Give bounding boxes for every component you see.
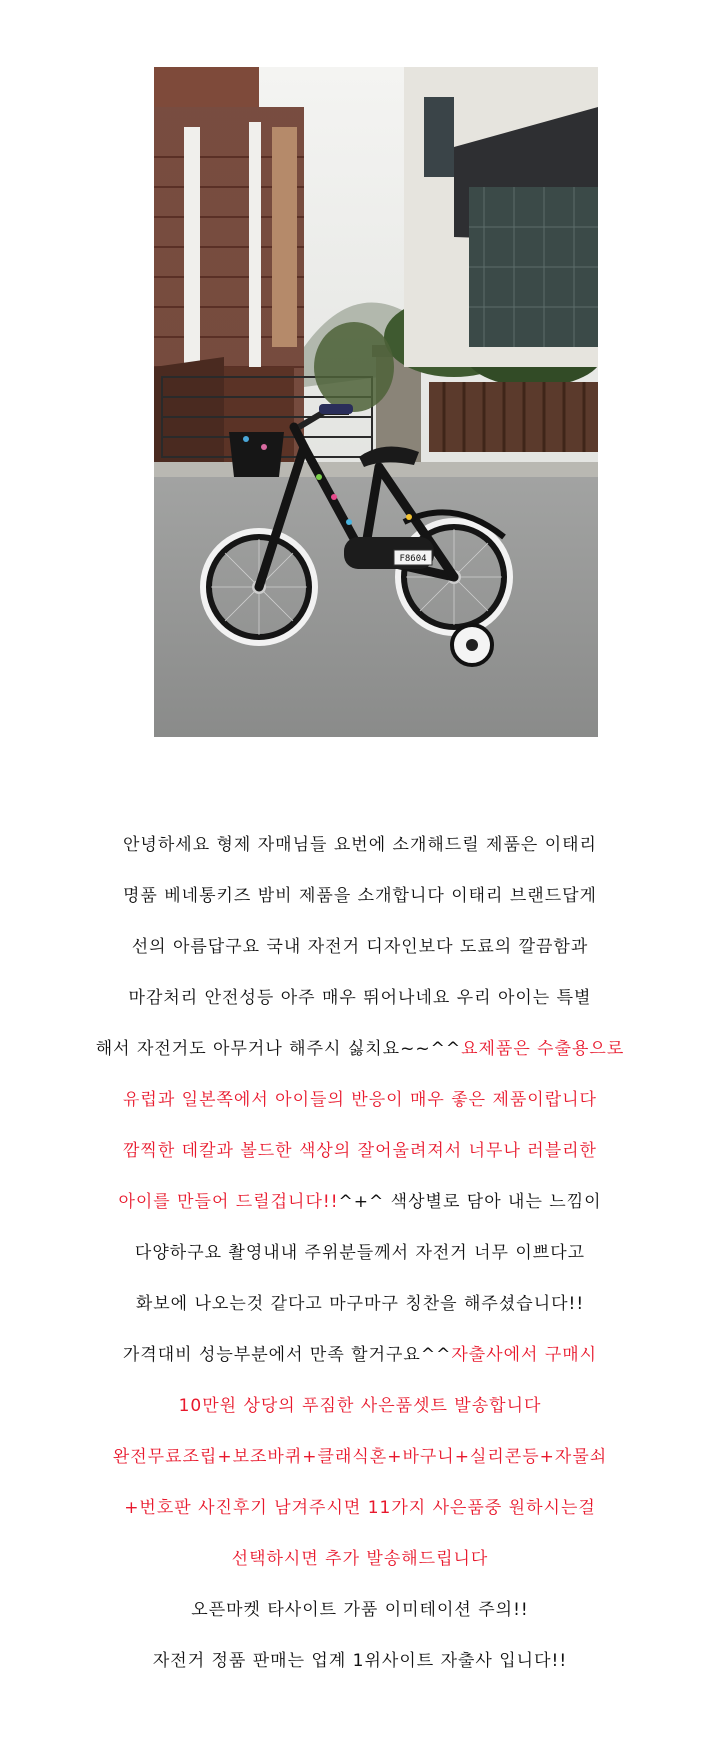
description-line: [0, 1228, 720, 1279]
body-text: 가격대비 성능부분에서 만족 할거구요^^: [122, 1345, 452, 1365]
description-line: [0, 1075, 720, 1126]
description-line: [0, 1279, 720, 1330]
body-text: 화보에 나오는것 같다고 마구마구 칭찬을 해주셨습니다!!: [135, 1294, 585, 1314]
description-line: [0, 871, 720, 922]
body-text: 명품 베네통키즈 밤비 제품을 소개합니다 이태리 브랜드답게: [123, 886, 597, 906]
description-line: [0, 973, 720, 1024]
highlight-text: 선택하시면 추가 발송해드립니다: [231, 1549, 489, 1569]
description-line: [0, 820, 720, 871]
highlight-text: 아이를 만들어 드릴겁니다!!: [118, 1192, 339, 1212]
description-line: [0, 1024, 720, 1075]
description-line: [0, 1585, 720, 1636]
highlight-text: 10만원 상당의 푸짐한 사은품셋트 발송합니다: [178, 1396, 542, 1416]
description-line: [0, 1330, 720, 1381]
description-line: [0, 1177, 720, 1228]
highlight-text: +번호판 사진후기 남겨주시면 11가지 사은품중 원하시는걸: [124, 1498, 596, 1518]
highlight-text: 요제품은 수출용으로: [461, 1039, 625, 1059]
body-text: 자전거 정품 판매는 업계 1위사이트 자출사 입니다!!: [152, 1651, 568, 1671]
body-text: 해서 자전거도 아무거나 해주시 싫치요~~^^: [95, 1039, 462, 1059]
highlight-text: 깜찍한 데칼과 볼드한 색상의 잘어울려져서 너무나 러블리한: [123, 1141, 597, 1161]
body-text: 다양하구요 촬영내내 주위분들께서 자전거 너무 이쁘다고: [134, 1243, 586, 1263]
body-text: 마감처리 안전성등 아주 매우 뛰어나네요 우리 아이는 특별: [128, 988, 592, 1008]
description-line: [0, 1483, 720, 1534]
highlight-text: 완전무료조립+보조바퀴+클래식혼+바구니+실리콘등+자물쇠: [112, 1447, 608, 1467]
description-line: [0, 1534, 720, 1585]
description-line: [0, 1381, 720, 1432]
plate-text: F8604: [399, 554, 427, 564]
highlight-text: 유럽과 일본쪽에서 아이들의 반응이 매우 좋은 제품이랍니다: [123, 1090, 597, 1110]
body-text: 선의 아름답구요 국내 자전거 디자인보다 도료의 깔끔함과: [131, 937, 589, 957]
description-line: [0, 1636, 720, 1687]
body-text: 오픈마켓 타사이트 가품 이미테이션 주의!!: [191, 1600, 529, 1620]
highlight-text: 자출사에서 구매시: [451, 1345, 598, 1365]
description-line: [0, 1432, 720, 1483]
product-description: [0, 820, 720, 1687]
description-line: [0, 922, 720, 973]
description-line: [0, 1126, 720, 1177]
body-text: 안녕하세요 형제 자매님들 요번에 소개해드릴 제품은 이태리: [123, 835, 597, 855]
body-text: ^+^ 색상별로 담아 내는 느낌이: [338, 1192, 602, 1212]
product-photo: [154, 67, 598, 737]
